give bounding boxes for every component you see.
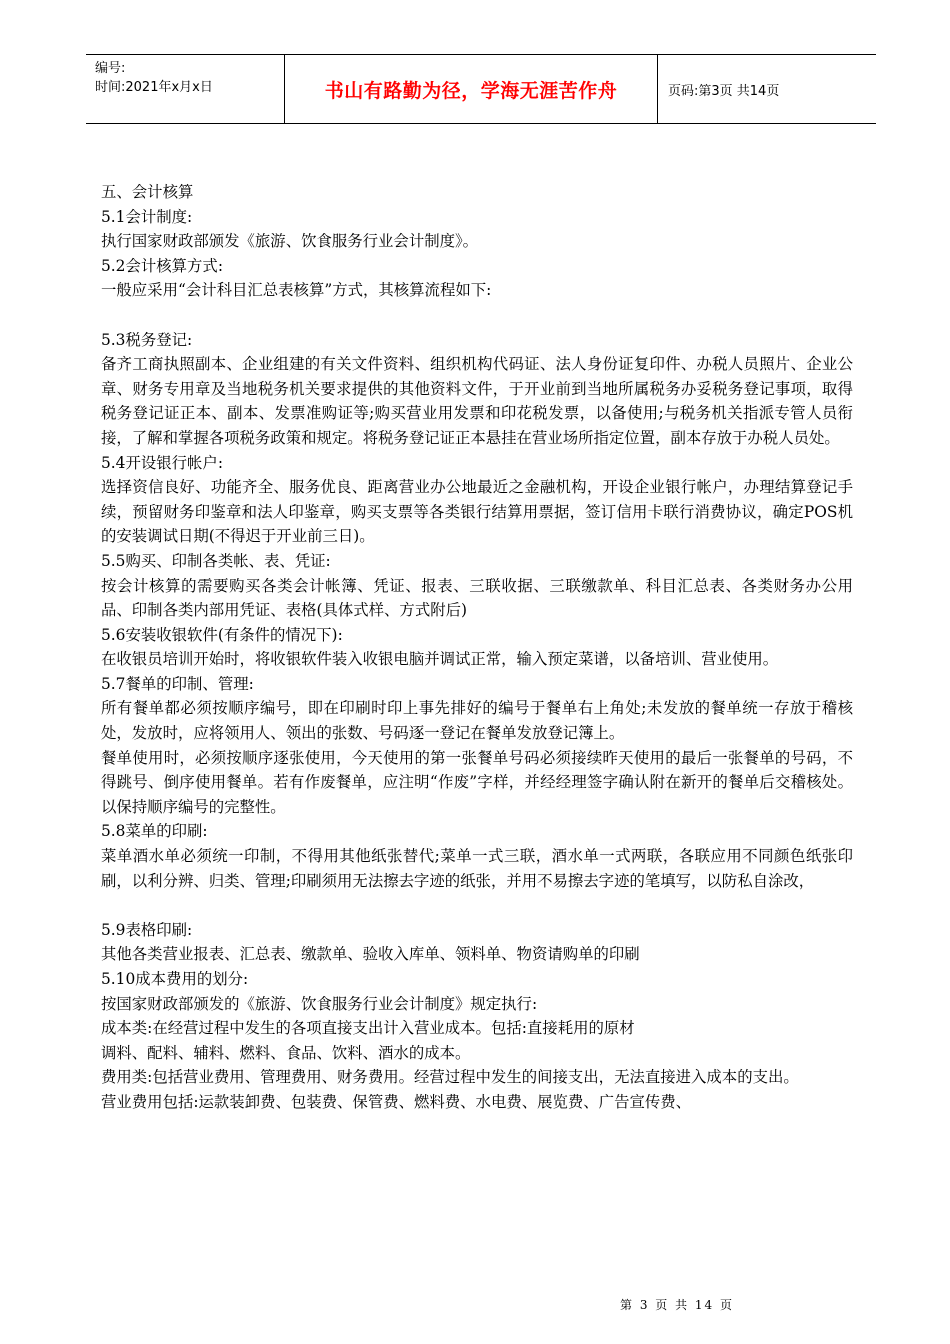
paragraph: 其他各类营业报表、汇总表、缴款单、验收入库单、领料单、物资请购单的印刷: [101, 945, 640, 964]
subsection-heading: 5.4开设银行帐户:: [101, 453, 224, 472]
subsection-heading: 5.6安装收银软件(有条件的情况下):: [101, 625, 343, 644]
subsection-heading: 5.3税务登记:: [101, 330, 193, 349]
subsection-heading: 5.10成本费用的划分:: [101, 970, 249, 988]
document-time-label: 时间:2021年x月x日: [95, 80, 213, 95]
paragraph: 费用类:包括营业费用、管理费用、财务费用。经营过程中发生的间接支出，无法直接进入成本的支出。: [101, 1068, 799, 1087]
page-footer-number: 第 3 页 共 14 页: [620, 1298, 734, 1312]
paragraph: 执行国家财政部颁发《旅游、饮食服务行业会计制度》。: [101, 232, 479, 251]
paragraph: 餐单使用时，必须按顺序逐张使用，今天使用的第一张餐单号码必须接续昨天使用的最后一张餐单的号码，不得跳号、倒序使用餐单。若有作废餐单，应注明“作废”字样，并经经理签字确认附在新开的餐单后交稽核处。以保持顺序编号的完整性。: [101, 748, 853, 816]
paragraph: 所有餐单都必须按顺序编号，即在印刷时印上事先排好的编号于餐单右上角处;未发放的餐单统一存放于稽核处，发放时，应将领用人、领出的张数、号码逐一登记在餐单发放登记簿上。: [101, 699, 853, 743]
blank-line: [101, 303, 853, 328]
subsection-heading: 5.5购买、印制各类帐、表、凭证:: [101, 551, 331, 570]
subsection-heading: 5.7餐单的印制、管理:: [101, 674, 254, 693]
paragraph: 按会计核算的需要购买各类会计帐簿、凭证、报表、三联收据、三联缴款单、科目汇总表、各类财务办公用品、印制各类内部用凭证、表格(具体式样、方式附后): [101, 576, 853, 620]
subsection-heading: 5.1会计制度:: [101, 207, 193, 226]
document-number-label: 编号:: [95, 61, 126, 76]
subsection-heading: 5.9表格印刷:: [101, 920, 193, 939]
paragraph: 一般应采用“会计科目汇总表核算”方式，其核算流程如下:: [101, 281, 492, 300]
subsection-heading: 5.2会计核算方式:: [101, 256, 224, 275]
paragraph: 菜单酒水单必须统一印制，不得用其他纸张替代;菜单一式三联，酒水单一式两联，各联应用不同颜色纸张印刷，以利分辨、归类、管理;印刷须用无法擦去字迹的纸张，并用不易擦去字迹的笔填写，以防私自涂改，: [101, 847, 853, 890]
paragraph: 成本类:在经营过程中发生的各项直接支出计入营业成本。包括:直接耗用的原材: [101, 1019, 635, 1038]
page-header: [86, 54, 876, 124]
section-heading: 五、会计核算: [101, 183, 194, 201]
paragraph: 营业费用包括:运款装卸费、包装费、保管费、燃料费、水电费、展览费、广告宣传费、: [101, 1092, 692, 1111]
paragraph: 选择资信良好、功能齐全、服务优良、距离营业办公地最近之金融机构，开设企业银行帐户，办理结算登记手续，预留财务印鉴章和法人印鉴章，购买支票等各类银行结算用票据，签订信用卡联行消费协议，确定POS机的安装调试日期(不得迟于开业前三日)。: [101, 478, 853, 546]
header-motto: 书山有路勤为径，学海无涯苦作舟: [284, 55, 658, 123]
paragraph: 在收银员培训开始时，将收银软件装入收银电脑并调试正常，输入预定菜谱，以备培训、营业使用。: [101, 650, 779, 669]
blank-line: [101, 893, 853, 918]
header-meta: [86, 55, 284, 123]
subsection-heading: 5.8菜单的印刷:: [101, 822, 208, 841]
document-body: [101, 180, 853, 1115]
paragraph: 按国家财政部颁发的《旅游、饮食服务行业会计制度》规定执行:: [101, 994, 538, 1013]
paragraph: 调料、配料、辅料、燃料、食品、饮料、酒水的成本。: [101, 1043, 471, 1062]
header-page-info: 页码:第3页 共14页: [668, 83, 780, 99]
paragraph: 备齐工商执照副本、企业组建的有关文件资料、组织机构代码证、法人身份证复印件、办税人员照片、企业公章、财务专用章及当地税务机关要求提供的其他资料文件，于开业前到当地所属税务办妥税务登记事项，取得税务登记证正本、副本、发票准购证等;购买营业用发票和印花税发票，以备使用;与税务机关指派专管人员衔接，了解和掌握各项税务政策和规定。将税务登记证正本悬挂在营业场所指定位置，副本存放于办税人员处。: [101, 355, 853, 447]
